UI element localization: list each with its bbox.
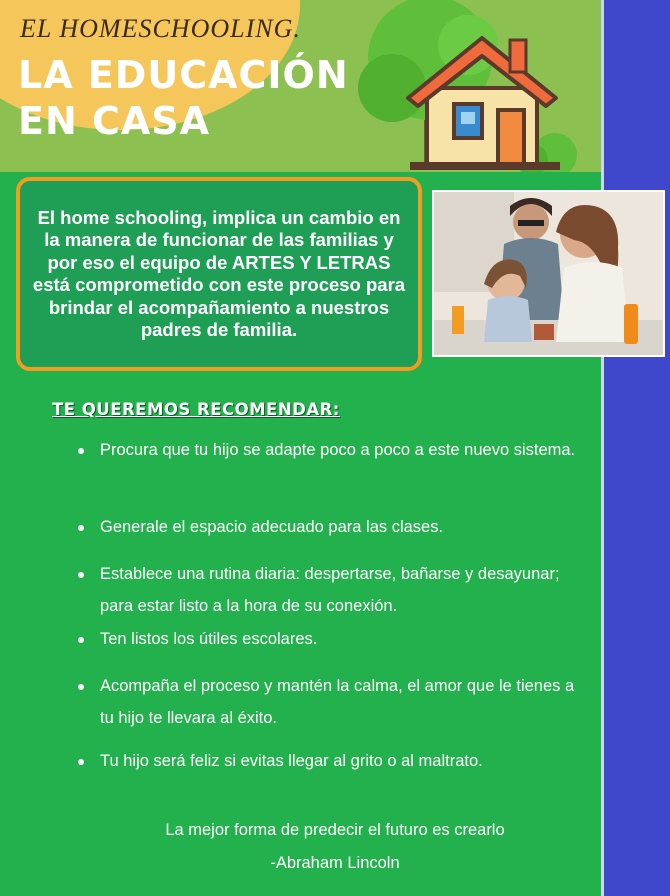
list-item-text: Acompaña el proceso y mantén la calma, el amor que le tienes a tu hijo te llevara al éxito. — [100, 677, 575, 727]
bullet-icon — [78, 525, 84, 531]
banner-title-line1: LA EDUCACIÓN — [18, 53, 349, 97]
list-item-text: Ten listos los útiles escolares. — [100, 630, 318, 648]
quote-text: La mejor forma de predecir el futuro es crearlo — [165, 821, 505, 839]
bullet-icon — [78, 637, 84, 643]
bullet-icon — [78, 759, 84, 765]
right-side-bar-edge — [601, 0, 604, 896]
right-side-bar — [603, 0, 670, 896]
family-photo — [432, 190, 665, 357]
intro-text: El home schooling, implica un cambio en la manera de funcionar de las familias y por eso el equipo de ARTES Y LETRAS está comprometido con este proceso para brindar el acompañamiento a nuestros padres de familia. — [32, 206, 406, 340]
banner-subtitle: EL HOMESCHOOLING. — [20, 14, 301, 43]
list-item — [78, 558, 583, 622]
bullet-icon — [78, 448, 84, 454]
intro-box — [16, 177, 422, 371]
quote-author: -Abraham Lincoln — [270, 854, 400, 872]
recommendations-heading: TE QUEREMOS RECOMENDAR: — [52, 400, 340, 419]
house-illustration — [350, 0, 590, 172]
list-item-text: Generale el espacio adecuado para las clases. — [100, 518, 444, 536]
banner-title-line2: EN CASA — [18, 99, 211, 143]
header-banner — [0, 0, 601, 172]
list-item-text: Establece una rutina diaria: despertarse, bañarse y desayunar; para estar listo a la hora de su conexión. — [100, 565, 560, 615]
list-item-text: Tu hijo será feliz si evitas llegar al grito o al maltrato. — [100, 752, 483, 770]
bullet-icon — [78, 572, 84, 578]
list-item-text: Procura que tu hijo se adapte poco a poco a este nuevo sistema. — [100, 441, 576, 459]
list-item — [78, 511, 583, 543]
banner-title — [18, 52, 349, 144]
list-item — [78, 745, 583, 777]
list-item — [78, 434, 583, 466]
family-photo-illustration — [434, 192, 663, 355]
bullet-icon — [78, 684, 84, 690]
list-item — [78, 670, 583, 734]
list-item — [78, 623, 583, 655]
